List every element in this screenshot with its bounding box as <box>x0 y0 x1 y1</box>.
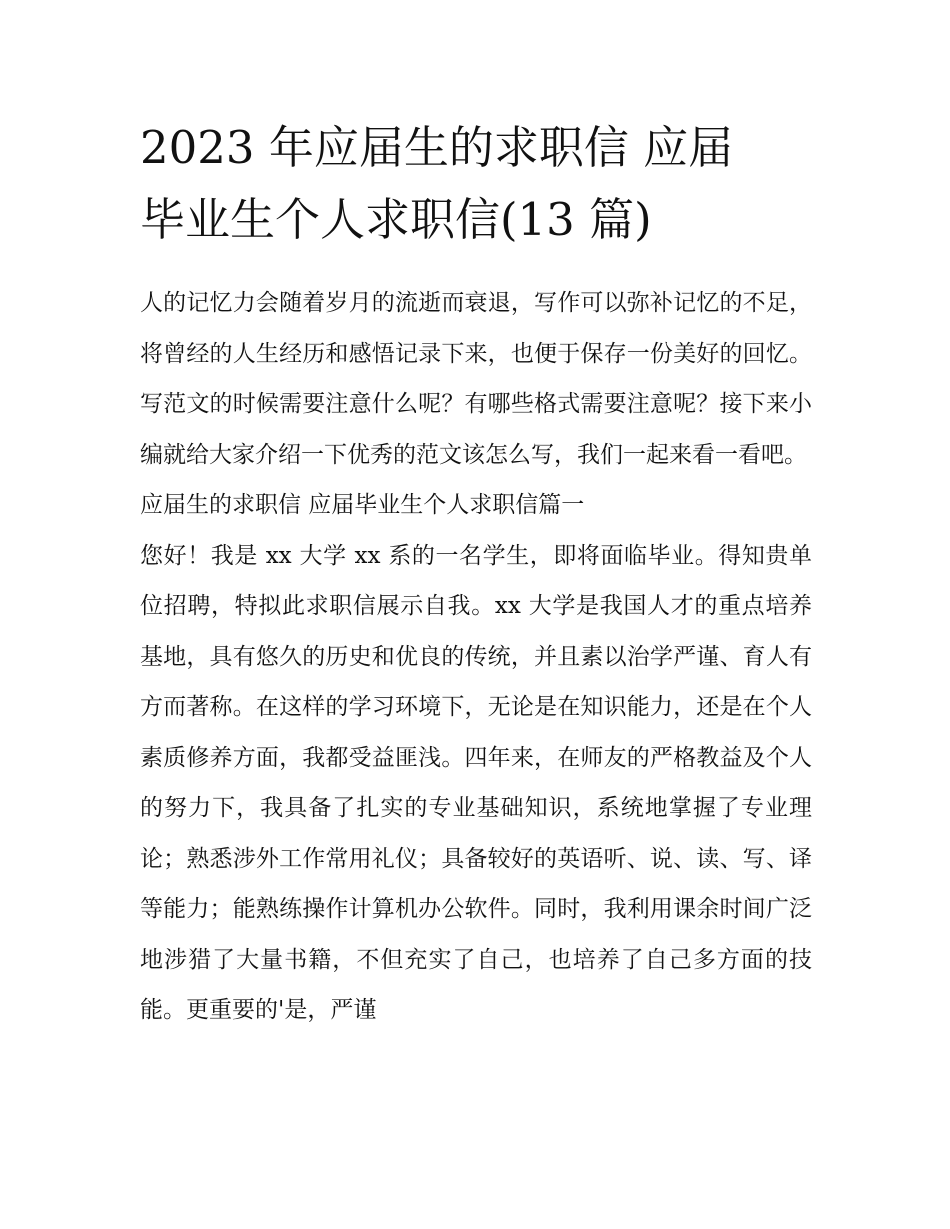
section-heading: 应届生的求职信 应届毕业生个人求职信篇一 <box>140 492 585 518</box>
document-title-line-2: 毕业生个人求职信(13 篇) <box>140 193 652 246</box>
document-title-line-1: 2023 年应届生的求职信 应届 <box>140 121 734 174</box>
intro-paragraph: 人的记忆力会随着岁月的流逝而衰退，写作可以弥补记忆的不足，将曾经的人生经历和感悟记录下来，也便于保存一份美好的回忆。写范文的时候需要注意什么呢？有哪些格式需要注意呢？接下来小编就给大家介绍一下优秀的范文该怎么写，我们一起来看一看吧。 <box>140 290 812 468</box>
body-paragraph: 您好！我是 xx 大学 xx 系的一名学生，即将面临毕业。得知贵单位招聘，特拟此求职信展示自我。xx 大学是我国人才的重点培养基地，具有悠久的历史和优良的传统，并且素以治学严谨、育人有方而著称。在这样的学习环境下，无论是在知识能力，还是在个人素质修养方面，我都受益匪浅。四年来，在师友的严格教益及个人的努力下，我具备了扎实的专业基础知识，系统地掌握了专业理论；熟悉涉外工作常用礼仪；具备较好的英语听、说、读、写、译等能力；能熟练操作计算机办公软件。同时，我利用课余时间广泛地涉猎了大量书籍，不但充实了自己，也培养了自己多方面的技能。更重要的'是，严谨 <box>140 542 812 1023</box>
document-title <box>140 112 812 256</box>
document-page <box>140 112 812 1036</box>
